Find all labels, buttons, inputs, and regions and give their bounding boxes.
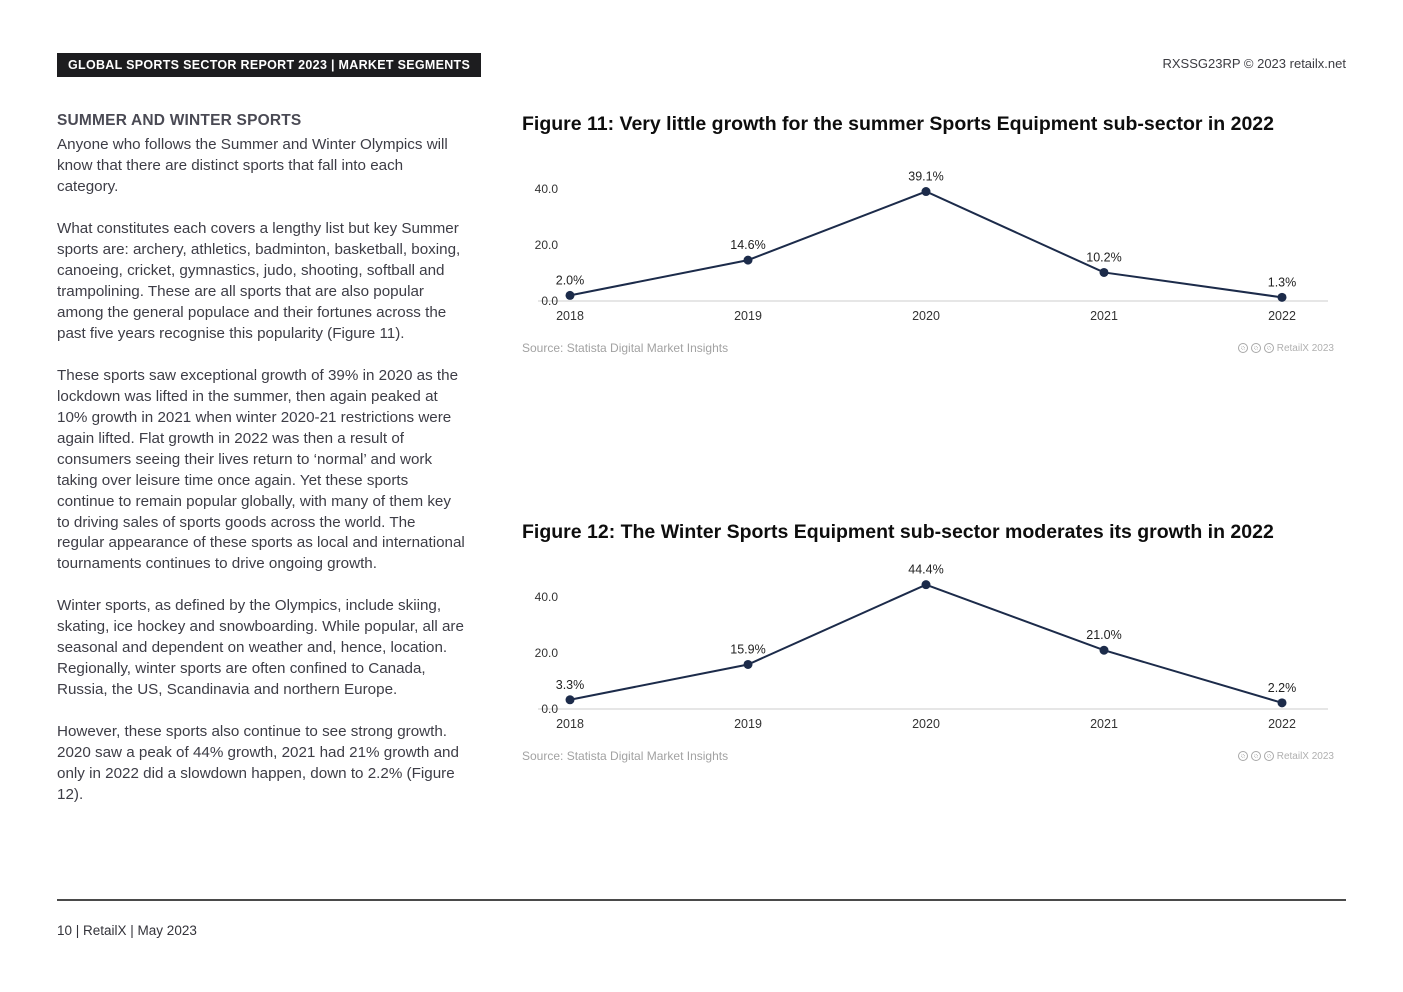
by-icon bbox=[1251, 751, 1261, 761]
figure-11-source-row bbox=[522, 341, 1334, 355]
svg-text:2020: 2020 bbox=[912, 309, 940, 324]
svg-text:40.0: 40.0 bbox=[534, 182, 558, 197]
figure-11-chart bbox=[498, 153, 1338, 327]
cc-icon bbox=[1238, 343, 1248, 353]
svg-text:40.0: 40.0 bbox=[534, 590, 558, 605]
svg-text:2018: 2018 bbox=[556, 717, 584, 732]
svg-text:2019: 2019 bbox=[734, 309, 762, 324]
svg-text:15.9%: 15.9% bbox=[730, 642, 766, 657]
svg-text:0.0: 0.0 bbox=[541, 702, 558, 717]
article-paragraph: Winter sports, as defined by the Olympics, include skiing, skating, ice hockey and snowboarding. While popular, all are seasonal and dependent on weather and, hence, location. Regionally, winter sports are often confined to Canada, Russia, the US, Scandinavia and northern Europe. bbox=[57, 597, 464, 699]
figure-12 bbox=[498, 518, 1360, 763]
svg-text:2022: 2022 bbox=[1268, 309, 1296, 324]
svg-text:0.0: 0.0 bbox=[541, 294, 558, 309]
chart-source: Source: Statista Digital Market Insights bbox=[522, 341, 729, 356]
article-paragraph: However, these sports also continue to see strong growth. 2020 saw a peak of 44% growth, 2021 had 21% growth and only in 2022 did a slowdown happen, down to 2.2% (Figure 12). bbox=[57, 723, 459, 804]
svg-text:14.6%: 14.6% bbox=[730, 238, 766, 253]
svg-text:39.1%: 39.1% bbox=[908, 169, 944, 184]
nd-icon bbox=[1264, 751, 1274, 761]
chart-source: Source: Statista Digital Market Insights bbox=[522, 749, 729, 764]
svg-text:20.0: 20.0 bbox=[534, 238, 558, 253]
figure-12-title: Figure 12: The Winter Sports Equipment sub-sector moderates its growth in 2022 bbox=[522, 521, 1274, 543]
credit-label: RetailX 2023 bbox=[1276, 750, 1334, 762]
chart-credit bbox=[1238, 343, 1334, 354]
svg-text:1.3%: 1.3% bbox=[1267, 275, 1297, 290]
figure-11 bbox=[498, 110, 1360, 355]
nd-icon bbox=[1264, 343, 1274, 353]
article-paragraph: Anyone who follows the Summer and Winter Olympics will know that there are distinct sports that fall into each category. bbox=[57, 136, 448, 195]
svg-text:3.3%: 3.3% bbox=[555, 678, 585, 693]
credit-label: RetailX 2023 bbox=[1276, 342, 1334, 354]
svg-text:2.0%: 2.0% bbox=[555, 273, 585, 288]
article-heading: SUMMER AND WINTER SPORTS bbox=[57, 112, 302, 129]
article-paragraph: What constitutes each covers a lengthy list but key Summer sports are: archery, athletics, badminton, basketball, boxing, canoeing, cricket, gymnastics, judo, shooting, softball and trampolining. These are all sports that are also popular among the general populace and their fortunes across the past five years recognise this popularity (Figure 11). bbox=[57, 219, 461, 342]
svg-text:2022: 2022 bbox=[1268, 717, 1296, 732]
chart-credit bbox=[1238, 751, 1334, 762]
svg-text:2021: 2021 bbox=[1090, 309, 1118, 324]
svg-text:21.0%: 21.0% bbox=[1086, 628, 1122, 643]
article-paragraph: These sports saw exceptional growth of 39% in 2020 as the lockdown was lifted in the summer, then again peaked at 10% growth in 2021 when winter 2020-21 restrictions were again lifted. Flat growth in 2022 was then a result of consumers seeing their lives return to ‘normal’ and work taking over leisure time once again. Yet these sports continue to remain popular globally, with many of them key to driving sales of sports goods across the world. The regular appearance of these sports as local and international tournaments continues to drive ongoing growth. bbox=[57, 366, 465, 573]
svg-text:2019: 2019 bbox=[734, 717, 762, 732]
svg-text:44.4%: 44.4% bbox=[908, 562, 944, 577]
svg-text:2018: 2018 bbox=[556, 309, 584, 324]
article-column bbox=[57, 112, 465, 827]
document-reference: RXSSG23RP © 2023 retailx.net bbox=[1162, 56, 1346, 71]
svg-text:10.2%: 10.2% bbox=[1086, 250, 1122, 265]
figure-11-title: Figure 11: Very little growth for the summer Sports Equipment sub-sector in 2022 bbox=[522, 113, 1274, 135]
page-footer: 10 | RetailX | May 2023 bbox=[57, 923, 197, 938]
figure-12-chart bbox=[498, 561, 1338, 735]
svg-text:20.0: 20.0 bbox=[534, 646, 558, 661]
svg-text:2021: 2021 bbox=[1090, 717, 1118, 732]
svg-text:2020: 2020 bbox=[912, 717, 940, 732]
by-icon bbox=[1251, 343, 1261, 353]
svg-text:2.2%: 2.2% bbox=[1267, 681, 1297, 696]
footer-divider bbox=[57, 899, 1346, 901]
cc-icon bbox=[1238, 751, 1248, 761]
figure-12-source-row bbox=[522, 749, 1334, 763]
report-section-banner: GLOBAL SPORTS SECTOR REPORT 2023 | MARKET SEGMENTS bbox=[57, 53, 481, 77]
